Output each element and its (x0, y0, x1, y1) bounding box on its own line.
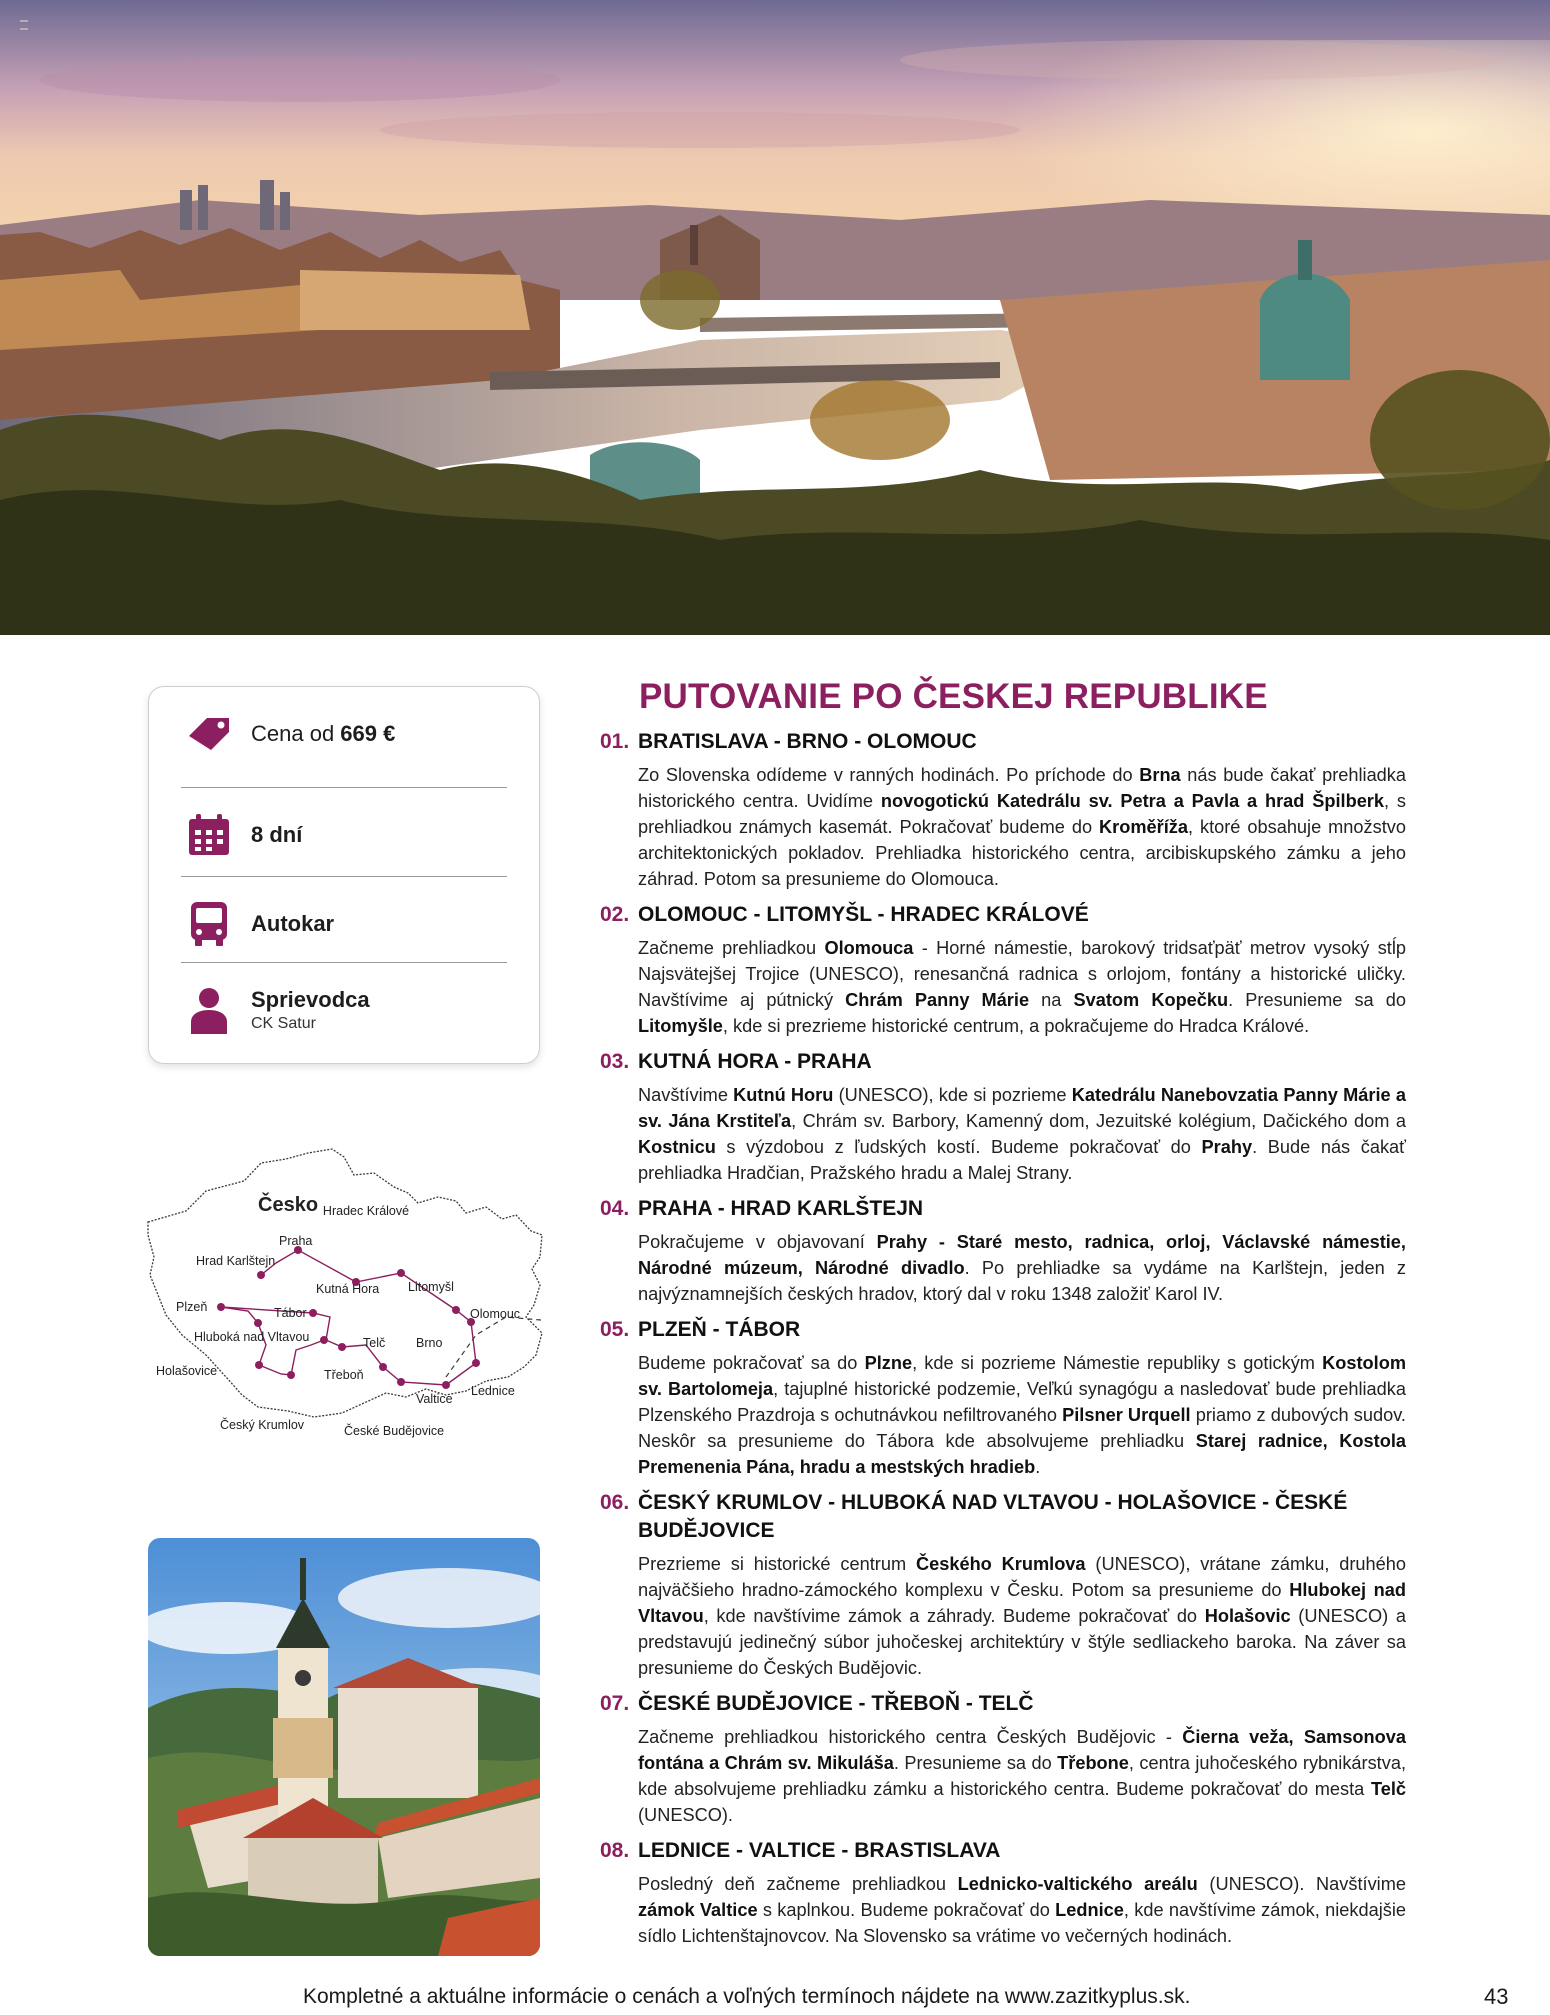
day-route: LEDNICE - VALTICE - BRASTISLAVA (638, 1839, 1001, 1862)
day-heading (600, 1690, 1406, 1718)
itinerary-day (600, 1195, 1406, 1307)
body-text: . (1035, 1457, 1041, 1477)
body-text: Posledný deň začneme prehliadkou (638, 1874, 958, 1894)
hero-image (0, 0, 1550, 635)
body-text: priamo z dubových sudov. Neskôr sa presunieme do Tábora kde absolvujeme prehliadku (638, 1405, 1406, 1451)
highlight-text: zámok Valtice (638, 1900, 758, 1920)
body-text: , s prehliadkou známych kasemát. Pokračovať budeme do (638, 791, 1407, 837)
highlight-text: Plzne (864, 1353, 913, 1373)
body-text: , tajuplné historické podzemie, Veľkú synagógu a nasledovať bude prehliadka Plzenského Prazdroja s ochutnávkou nefiltrovaného (638, 1379, 1406, 1425)
body-text: , Chrám sv. Barbory, Kamenný dom, Jezuitské kolégium, Dačického dom a (791, 1111, 1406, 1131)
trip-info-card (148, 686, 540, 1064)
day-heading (600, 1316, 1406, 1344)
highlight-text: Holašovic (1204, 1606, 1291, 1626)
day-route: ČESKÝ KRUMLOV - HLUBOKÁ NAD VLTAVOU - HOLAŠOVICE - ČESKÉ BUDĚJOVICE (638, 1491, 1348, 1542)
highlight-text: Chrám Panny Márie (845, 990, 1030, 1010)
itinerary-day (600, 901, 1406, 1039)
body-text: s výzdobou z ľudských kostí. Budeme pokračovať do (715, 1137, 1202, 1157)
page-title: PUTOVANIE PO ČESKEJ REPUBLIKE (639, 677, 1268, 716)
highlight-text: Starej radnice, Kostola Premenenia Pána, hradu a mestských hradieb (638, 1431, 1406, 1477)
day-description (638, 1724, 1406, 1828)
body-text: , kde navštívime zámok, niekdajšie sídlo Lichtenštajnovcov. Na Slovensko sa vrátime vo večerných hodinách. (638, 1900, 1406, 1946)
day-description (638, 1871, 1406, 1949)
day-description (638, 1350, 1406, 1480)
highlight-text: Kostolom sv. Bartolomeja (638, 1353, 1406, 1399)
itinerary-day (600, 728, 1406, 892)
day-route: OLOMOUC - LITOMYŠL - HRADEC KRÁLOVÉ (638, 903, 1089, 926)
divider (181, 876, 507, 877)
highlight-text: Pilsner Urquell (1062, 1405, 1191, 1425)
body-text: Pokračujeme v objavovaní (638, 1232, 877, 1252)
highlight-text: Lednicko-valtického areálu (957, 1874, 1198, 1894)
body-text: (UNESCO), vrátane zámku, druhého najväčšieho hradno-zámockého komplexu v Česku. Potom sa presunieme do (638, 1554, 1406, 1600)
itinerary-day (600, 1048, 1406, 1186)
map-country-label: Česko (258, 1194, 319, 1216)
transport-row (181, 881, 507, 967)
body-text: . Bude nás čakať prehliadka Hradčian, Pražského hradu a Malej Strany. (638, 1137, 1406, 1183)
body-text: s kaplnkou. Budeme pokračovať do (757, 1900, 1056, 1920)
bus-icon (181, 896, 237, 952)
highlight-text: Katedrálu Nanebovzatia Panny Márie a sv. Jána Krstiteľa (638, 1085, 1406, 1131)
map-place: Kutná Hora (316, 1282, 380, 1296)
highlight-text: Hlubokej nad Vltavou (638, 1580, 1406, 1626)
body-text: , centra juhočeského rybnikárstva, kde absolvujeme prehliadku zámku a historického centra. Budeme pokračovať do mesta (638, 1753, 1406, 1799)
highlight-text: Českého Krumlova (915, 1554, 1086, 1574)
transport-value: Autokar (251, 911, 335, 936)
day-number: 03. (600, 1050, 630, 1073)
body-text: - Horné námestie, barokový tridsaťpäť metrov vysoký stĺp Najsvätejšej Trojice (UNESCO), renesančná radnica s orlojom, fontány a historické uličky. Navštívime aj pútnický (638, 938, 1406, 1010)
itinerary (600, 728, 1406, 1958)
highlight-text: Litomyšle (638, 1016, 723, 1036)
day-route: BRATISLAVA - BRNO - OLOMOUC (638, 730, 977, 753)
price-tag-icon (181, 706, 237, 762)
day-description (638, 762, 1406, 892)
guide-value: Sprievodca (251, 987, 370, 1012)
body-text: (UNESCO). Navštívime (1197, 1874, 1406, 1894)
person-icon (181, 982, 237, 1038)
map-place: Litomyšl (408, 1280, 454, 1294)
body-text: , ktoré obsahuje množstvo architektonických pokladov. Prehliadka historického centra, arcibiskupského zámku a jeho záhrad. Potom sa presunieme do Olomouca. (638, 817, 1406, 889)
day-description (638, 1229, 1406, 1307)
itinerary-day (600, 1837, 1406, 1949)
guide-sub: CK Satur (251, 1015, 316, 1032)
day-heading (600, 1837, 1406, 1865)
map-place: Praha (279, 1234, 313, 1248)
body-text: (UNESCO). (638, 1805, 733, 1825)
highlight-text: Kostnicu (638, 1137, 716, 1157)
highlight-text: Olomouca (824, 938, 914, 958)
day-heading (600, 728, 1406, 756)
map-place: České Budějovice (344, 1424, 445, 1438)
body-text: nás bude čakať prehliadka historického centra. Uvidíme (638, 765, 1407, 811)
body-text: na (1029, 990, 1074, 1010)
map-place: Holašovice (156, 1364, 218, 1378)
divider (181, 962, 507, 963)
body-text: Zo Slovenska odídeme v ranných hodinách. Po príchode do (638, 765, 1140, 785)
body-text: . Po prehliadke sa vydáme na Karlštejn, jeden z najvýznamnejších českých hradov, ktorý dal v roku 1348 založiť Karol IV. (638, 1258, 1406, 1304)
highlight-text: Lednice (1055, 1900, 1124, 1920)
day-number: 02. (600, 903, 630, 926)
map-place: Telč (363, 1336, 386, 1350)
day-number: 08. (600, 1839, 630, 1862)
day-number: 04. (600, 1197, 630, 1220)
day-number: 05. (600, 1318, 630, 1341)
day-heading (600, 901, 1406, 929)
day-route: PLZEŇ - TÁBOR (638, 1318, 801, 1341)
map-place: Hradec Králové (322, 1204, 410, 1218)
map-place: Hrad Karlštejn (196, 1254, 276, 1268)
body-text: Budeme pokračovať sa do (638, 1353, 865, 1373)
map-place: Český Krumlov (220, 1418, 305, 1432)
day-description (638, 935, 1406, 1039)
map-place: Valtice (416, 1392, 453, 1406)
calendar-icon (181, 807, 237, 863)
map-place: Plzeň (176, 1300, 208, 1314)
duration-row (181, 792, 507, 878)
body-text: , kde navštívime zámok a záhrady. Budeme pokračovať do (703, 1606, 1205, 1626)
day-route: KUTNÁ HORA - PRAHA (638, 1050, 872, 1073)
duration-value: 8 dní (251, 822, 303, 847)
guide-row (181, 967, 507, 1053)
divider (181, 787, 507, 788)
day-number: 07. (600, 1692, 630, 1715)
day-description (638, 1551, 1406, 1681)
highlight-text: Třebone (1057, 1753, 1129, 1773)
highlight-text: Prahy - Staré mesto, radnica, orloj, Václavské námestie, Národné múzeum, Národné divadlo (638, 1232, 1406, 1278)
highlight-text: novogotickú Katedrálu sv. Petra a Pavla a hrad Špilberk (880, 791, 1385, 811)
map-place: Hluboká nad Vltavou (194, 1330, 310, 1344)
body-text: . Presunieme sa do (893, 1753, 1058, 1773)
highlight-text: Brna (1139, 765, 1181, 785)
highlight-text: Kroměříža (1099, 817, 1188, 837)
day-heading (600, 1048, 1406, 1076)
itinerary-day (600, 1489, 1406, 1681)
highlight-text: Svatom Kopečku (1073, 990, 1229, 1010)
price-row: Cena od 669 € (181, 691, 507, 777)
price-value: 669 € (340, 721, 396, 746)
day-number: 01. (600, 730, 630, 753)
cesky-krumlov-image (148, 1538, 540, 1956)
highlight-text: Telč (1370, 1779, 1406, 1799)
day-heading (600, 1489, 1406, 1545)
body-text: , kde si prezrieme historické centrum, a pokračujeme do Hradca Králové. (722, 1016, 1310, 1036)
body-text: Navštívime (638, 1085, 734, 1105)
body-text: Začneme prehliadkou historického centra Českých Budějovic - (638, 1727, 1183, 1747)
highlight-text: Čierna veža, Samsonova fontána a Chrám sv. Mikuláša (638, 1727, 1406, 1773)
highlight-text: Kutnú Horu (733, 1085, 834, 1105)
body-text: (UNESCO), kde si pozrieme (833, 1085, 1072, 1105)
map-place: Brno (416, 1336, 443, 1350)
day-number: 06. (600, 1491, 630, 1514)
menu-mark (20, 20, 28, 30)
body-text: Prezrieme si historické centrum (638, 1554, 916, 1574)
route-map (146, 1145, 544, 1465)
body-text: Začneme prehliadkou (638, 938, 825, 958)
map-place: Třeboň (324, 1368, 364, 1382)
day-route: PRAHA - HRAD KARLŠTEJN (638, 1197, 924, 1220)
map-place: Tábor (274, 1306, 307, 1320)
highlight-text: Prahy (1201, 1137, 1253, 1157)
body-text: . Presunieme sa do (1228, 990, 1407, 1010)
day-description (638, 1082, 1406, 1186)
page-number: 43 (1484, 1984, 1509, 2009)
map-place: Olomouc (470, 1307, 521, 1321)
map-place: Lednice (471, 1384, 515, 1398)
itinerary-day (600, 1316, 1406, 1480)
footer-note: Kompletné a aktuálne informácie o cenách a voľných termínoch nájdete na www.zazitkyplus.sk. (303, 1985, 1191, 2008)
body-text: (UNESCO) a predstavujú jedinečný súbor juhočeskej architektúry v štýle sedliackeho baroka. Na záver sa presunieme do Českých Budějovic. (638, 1606, 1406, 1678)
itinerary-day (600, 1690, 1406, 1828)
day-route: ČESKÉ BUDĚJOVICE - TŘEBOŇ - TELČ (638, 1692, 1034, 1715)
body-text: , kde si pozrieme Námestie republiky s gotickým (912, 1353, 1323, 1373)
day-heading (600, 1195, 1406, 1223)
